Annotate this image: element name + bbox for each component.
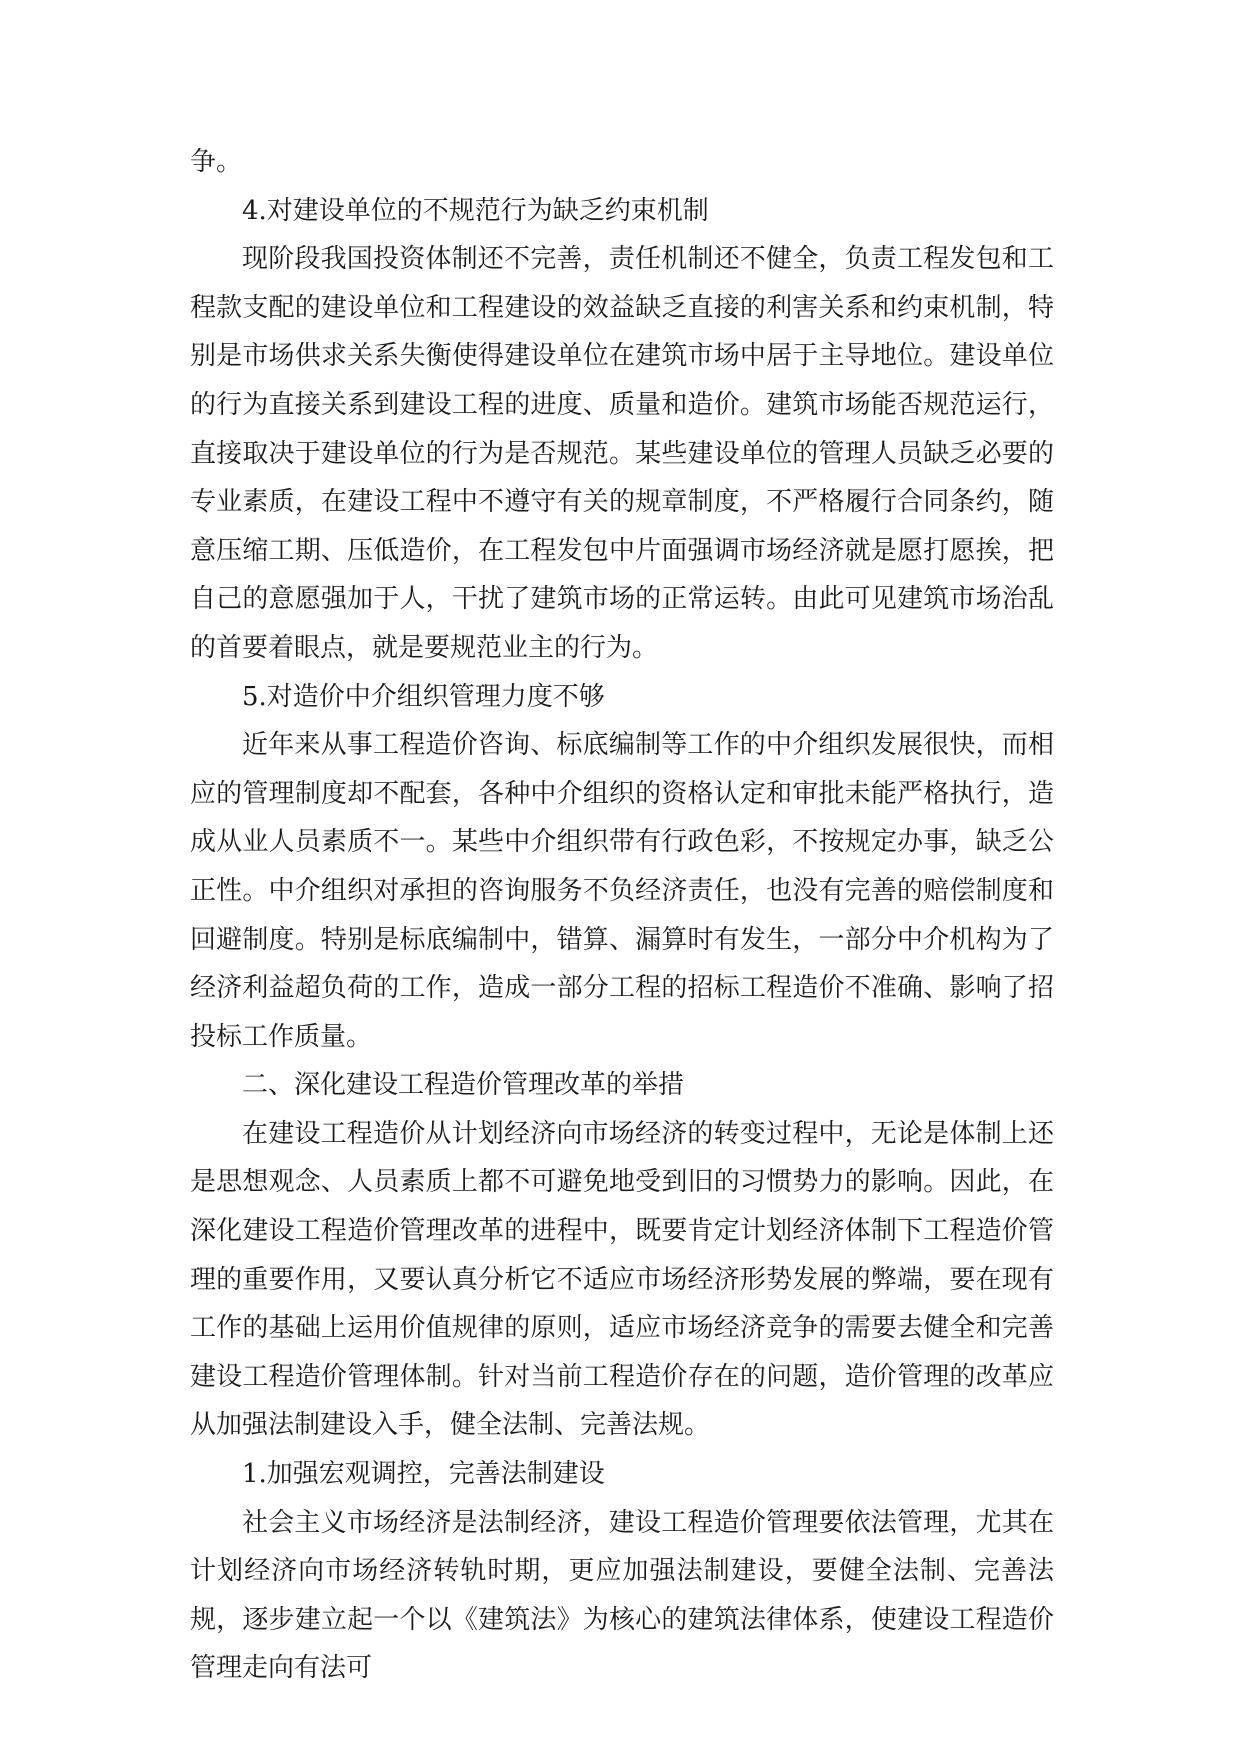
chapter-heading-2: 二、深化建设工程造价管理改革的举措 [242,1070,685,1101]
section-heading-1: 1.加强宏观调控，完善法制建设 [242,1459,605,1490]
body-paragraph: 近年来从事工程造价咨询、标底编制等工作的中介组织发展很快，而相应的管理制度却不配套，各种中介组织的资格认定和审批未能严格执行，造成从业人员素质不一。某些中介组织带有行政色彩，不按规定办事，缺乏公正性。中介组织对承担的咨询服务不负经济责任，也没有完善的赔偿制度和回避制度。特别是标底编制中，错算、漏算时有发生，一部分中介机构为了经济利益超负荷的工作，造成一部分工程的招标工程造价不准确、影响了招投标工作质量。 [190,730,1054,1052]
body-paragraph: 在建设工程造价从计划经济向市场经济的转变过程中，无论是体制上还是思想观念、人员素质上都不可避免地受到旧的习惯势力的影响。因此，在深化建设工程造价管理改革的进程中，既要肯定计划经济体制下工程造价管理的重要作用，又要认真分析它不适应市场经济形势发展的弊端，要在现有工作的基础上运用价值规律的原则，适应市场经济竞争的需要去健全和完善建设工程造价管理体制。针对当前工程造价存在的问题，造价管理的改革应从加强法制建设入手，健全法制、完善法规。 [190,1118,1054,1441]
paragraph-continuation: 争。 [190,147,243,177]
document-body [190,138,1054,1693]
section-heading-4: 4.对建设单位的不规范行为缺乏约束机制 [242,195,709,226]
section-heading-5: 5.对造价中介组织管理力度不够 [242,681,605,712]
body-paragraph: 现阶段我国投资体制还不完善，责任机制还不健全，负责工程发包和工程款支配的建设单位和工程建设的效益缺乏直接的利害关系和约束机制，特别是市场供求关系失衡使得建设单位在建筑市场中居于主导地位。建设单位的行为直接关系到建设工程的进度、质量和造价。建筑市场能否规范运行，直接取决于建设单位的行为是否规范。某些建设单位的管理人员缺乏必要的专业素质，在建设工程中不遵守有关的规章制度，不严格履行合同条约，随意压缩工期、压低造价，在工程发包中片面强调市场经济就是愿打愿挨，把自己的意愿强加于人，干扰了建筑市场的正常运转。由此可见建筑市场治乱的首要着眼点，就是要规范业主的行为。 [190,244,1054,663]
body-paragraph: 社会主义市场经济是法制经济，建设工程造价管理要依法管理，尤其在计划经济向市场经济转轨时期，更应加强法制建设，要健全法制、完善法规，逐步建立起一个以《建筑法》为核心的建筑法律体系，使建设工程造价管理走向有法可 [190,1507,1054,1684]
